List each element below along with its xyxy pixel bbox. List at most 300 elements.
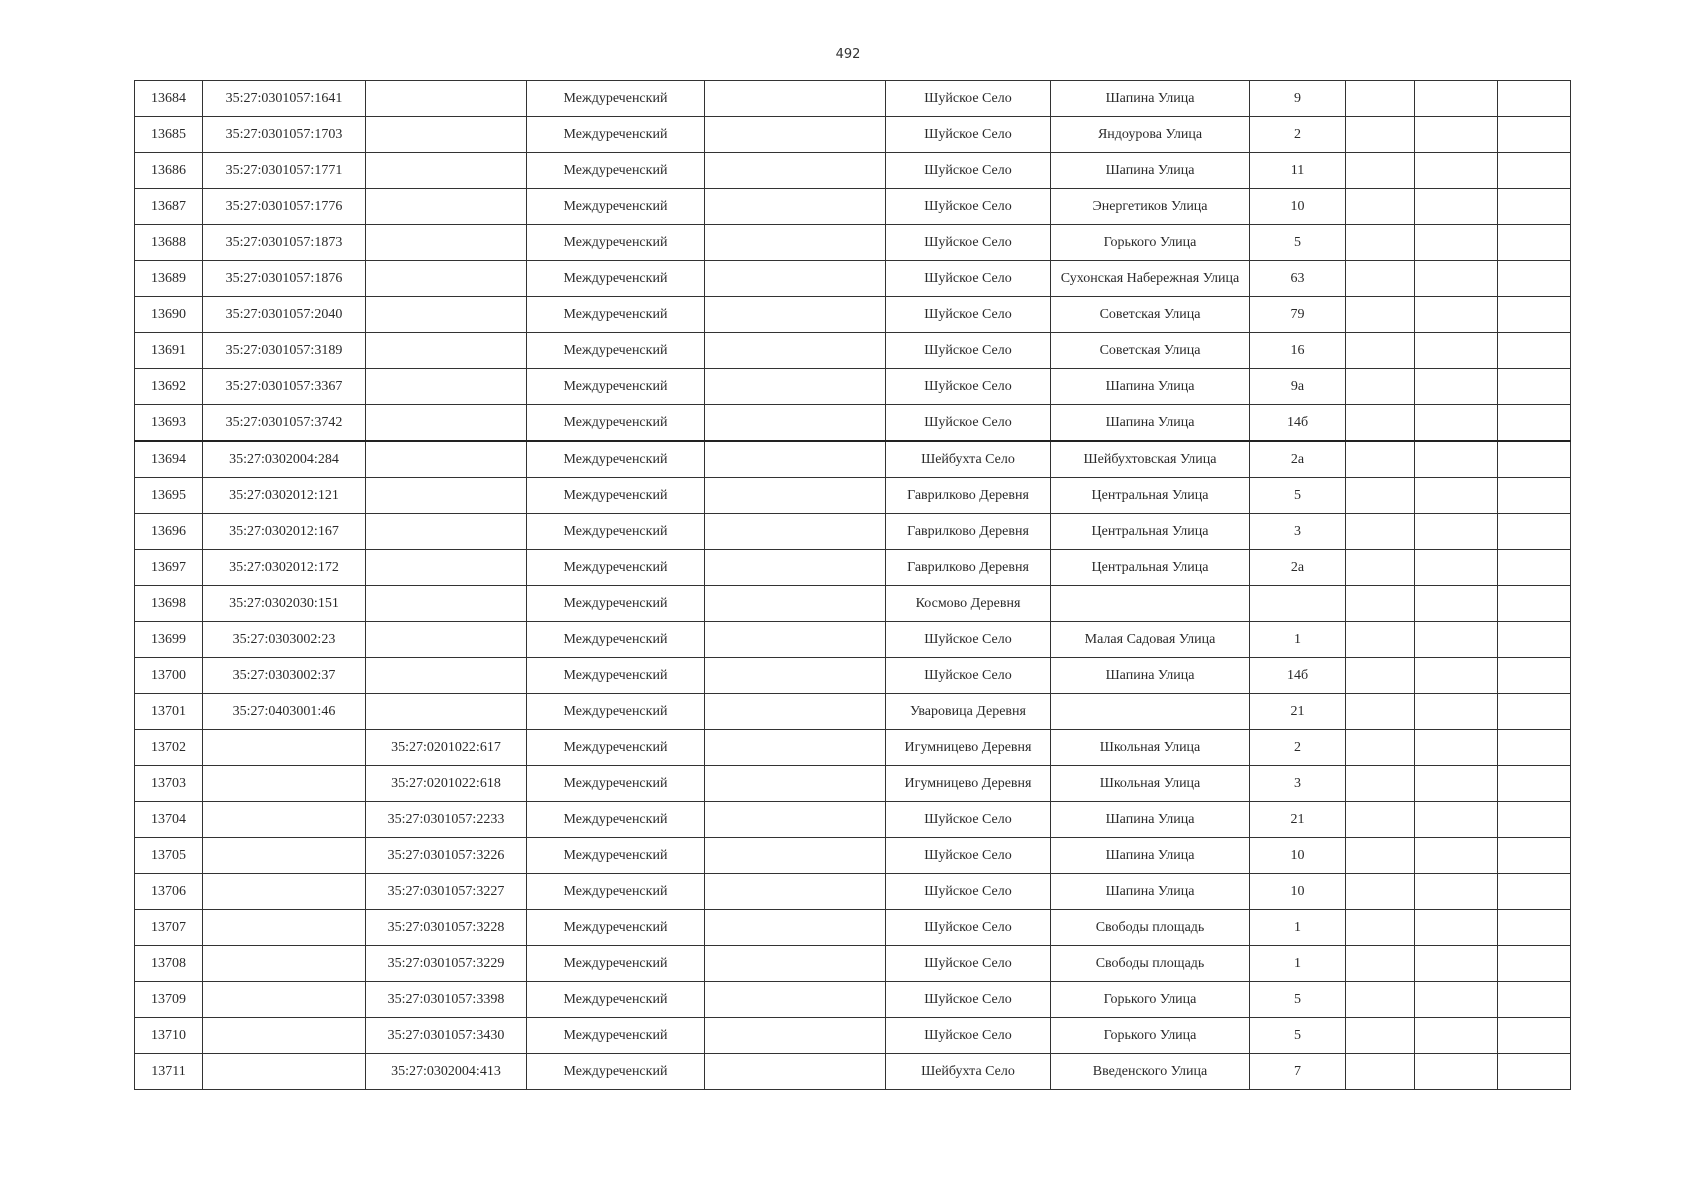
empty-cell xyxy=(1346,658,1415,694)
district-cell: Междуреченский xyxy=(527,81,705,117)
cadastral-number-alt-cell xyxy=(366,550,527,586)
table-row xyxy=(135,369,1571,405)
empty-cell xyxy=(1498,910,1571,946)
empty-cell xyxy=(1346,550,1415,586)
row-number-cell: 13693 xyxy=(135,405,203,442)
settlement-cell: Гаврилково Деревня xyxy=(886,514,1051,550)
cadastral-number-cell: 35:27:0301057:1641 xyxy=(203,81,366,117)
empty-cell xyxy=(705,550,886,586)
row-number-cell: 13708 xyxy=(135,946,203,982)
table-row xyxy=(135,874,1571,910)
table-row xyxy=(135,586,1571,622)
street-cell xyxy=(1051,586,1250,622)
street-cell: Центральная Улица xyxy=(1051,514,1250,550)
empty-cell xyxy=(1498,514,1571,550)
table-row xyxy=(135,1018,1571,1054)
empty-cell xyxy=(1415,189,1498,225)
empty-cell xyxy=(1498,586,1571,622)
cadastral-number-alt-cell: 35:27:0301057:3226 xyxy=(366,838,527,874)
empty-cell xyxy=(705,297,886,333)
empty-cell xyxy=(1346,982,1415,1018)
table-row xyxy=(135,550,1571,586)
settlement-cell: Шуйское Село xyxy=(886,946,1051,982)
empty-cell xyxy=(705,694,886,730)
settlement-cell: Шуйское Село xyxy=(886,117,1051,153)
house-number-cell: 79 xyxy=(1250,297,1346,333)
house-number-cell: 21 xyxy=(1250,802,1346,838)
table-row xyxy=(135,802,1571,838)
empty-cell xyxy=(1415,838,1498,874)
district-cell: Междуреченский xyxy=(527,622,705,658)
cadastral-number-alt-cell: 35:27:0301057:3430 xyxy=(366,1018,527,1054)
empty-cell xyxy=(1415,225,1498,261)
empty-cell xyxy=(705,441,886,478)
row-number-cell: 13703 xyxy=(135,766,203,802)
row-number-cell: 13689 xyxy=(135,261,203,297)
empty-cell xyxy=(1415,874,1498,910)
empty-cell xyxy=(1498,766,1571,802)
cadastral-number-cell: 35:27:0303002:23 xyxy=(203,622,366,658)
empty-cell xyxy=(705,802,886,838)
empty-cell xyxy=(705,658,886,694)
row-number-cell: 13710 xyxy=(135,1018,203,1054)
empty-cell xyxy=(1346,441,1415,478)
empty-cell xyxy=(1415,405,1498,442)
table-body xyxy=(135,81,1571,1090)
street-cell: Сухонская Набережная Улица xyxy=(1051,261,1250,297)
table-row xyxy=(135,225,1571,261)
cadastral-number-cell xyxy=(203,802,366,838)
settlement-cell: Шуйское Село xyxy=(886,261,1051,297)
district-cell: Междуреченский xyxy=(527,658,705,694)
cadastral-number-cell: 35:27:0301057:3742 xyxy=(203,405,366,442)
table-row xyxy=(135,982,1571,1018)
empty-cell xyxy=(1346,694,1415,730)
row-number-cell: 13690 xyxy=(135,297,203,333)
cadastral-number-cell: 35:27:0301057:3367 xyxy=(203,369,366,405)
settlement-cell: Шуйское Село xyxy=(886,225,1051,261)
cadastral-number-alt-cell xyxy=(366,369,527,405)
street-cell: Шапина Улица xyxy=(1051,369,1250,405)
row-number-cell: 13691 xyxy=(135,333,203,369)
page-number: 492 xyxy=(835,47,861,62)
settlement-cell: Шуйское Село xyxy=(886,405,1051,442)
cadastral-number-alt-cell: 35:27:0301057:3398 xyxy=(366,982,527,1018)
settlement-cell: Шуйское Село xyxy=(886,874,1051,910)
empty-cell xyxy=(1415,478,1498,514)
street-cell: Энергетиков Улица xyxy=(1051,189,1250,225)
row-number-cell: 13687 xyxy=(135,189,203,225)
empty-cell xyxy=(1498,730,1571,766)
district-cell: Междуреченский xyxy=(527,297,705,333)
settlement-cell: Шуйское Село xyxy=(886,189,1051,225)
settlement-cell: Гаврилково Деревня xyxy=(886,550,1051,586)
empty-cell xyxy=(1498,81,1571,117)
house-number-cell: 10 xyxy=(1250,838,1346,874)
cadastral-number-cell xyxy=(203,1018,366,1054)
settlement-cell: Игумницево Деревня xyxy=(886,766,1051,802)
empty-cell xyxy=(1415,586,1498,622)
row-number-cell: 13694 xyxy=(135,441,203,478)
settlement-cell: Шуйское Село xyxy=(886,369,1051,405)
empty-cell xyxy=(1346,117,1415,153)
street-cell: Шапина Улица xyxy=(1051,153,1250,189)
empty-cell xyxy=(705,514,886,550)
district-cell: Междуреченский xyxy=(527,189,705,225)
empty-cell xyxy=(1346,874,1415,910)
empty-cell xyxy=(1415,514,1498,550)
empty-cell xyxy=(1498,1054,1571,1090)
empty-cell xyxy=(1346,838,1415,874)
street-cell: Яндоурова Улица xyxy=(1051,117,1250,153)
empty-cell xyxy=(705,838,886,874)
empty-cell xyxy=(1415,910,1498,946)
empty-cell xyxy=(705,261,886,297)
row-number-cell: 13699 xyxy=(135,622,203,658)
table-row xyxy=(135,189,1571,225)
empty-cell xyxy=(1346,1054,1415,1090)
house-number-cell: 5 xyxy=(1250,982,1346,1018)
empty-cell xyxy=(1415,694,1498,730)
row-number-cell: 13700 xyxy=(135,658,203,694)
house-number-cell: 14б xyxy=(1250,405,1346,442)
street-cell: Шапина Улица xyxy=(1051,81,1250,117)
settlement-cell: Шуйское Село xyxy=(886,1018,1051,1054)
district-cell: Междуреченский xyxy=(527,1054,705,1090)
empty-cell xyxy=(1498,982,1571,1018)
table-row xyxy=(135,946,1571,982)
empty-cell xyxy=(1346,153,1415,189)
cadastral-number-alt-cell xyxy=(366,117,527,153)
street-cell: Горького Улица xyxy=(1051,1018,1250,1054)
district-cell: Междуреченский xyxy=(527,405,705,442)
district-cell: Междуреченский xyxy=(527,333,705,369)
empty-cell xyxy=(1498,658,1571,694)
empty-cell xyxy=(1415,441,1498,478)
street-cell xyxy=(1051,694,1250,730)
cadastral-number-cell: 35:27:0301057:1873 xyxy=(203,225,366,261)
table-row xyxy=(135,333,1571,369)
street-cell: Шапина Улица xyxy=(1051,658,1250,694)
settlement-cell: Шуйское Село xyxy=(886,838,1051,874)
empty-cell xyxy=(1498,802,1571,838)
empty-cell xyxy=(705,730,886,766)
empty-cell xyxy=(1415,261,1498,297)
cadastral-number-cell: 35:27:0302012:172 xyxy=(203,550,366,586)
empty-cell xyxy=(1415,658,1498,694)
cadastral-number-alt-cell xyxy=(366,658,527,694)
cadastral-number-cell xyxy=(203,1054,366,1090)
street-cell: Школьная Улица xyxy=(1051,730,1250,766)
settlement-cell: Гаврилково Деревня xyxy=(886,478,1051,514)
row-number-cell: 13701 xyxy=(135,694,203,730)
house-number-cell: 11 xyxy=(1250,153,1346,189)
cadastral-number-cell: 35:27:0302012:167 xyxy=(203,514,366,550)
cadastral-number-alt-cell: 35:27:0302004:413 xyxy=(366,1054,527,1090)
street-cell: Шапина Улица xyxy=(1051,874,1250,910)
empty-cell xyxy=(705,586,886,622)
district-cell: Междуреченский xyxy=(527,225,705,261)
cadastral-number-cell xyxy=(203,730,366,766)
row-number-cell: 13697 xyxy=(135,550,203,586)
cadastral-number-alt-cell xyxy=(366,622,527,658)
empty-cell xyxy=(705,189,886,225)
empty-cell xyxy=(1498,550,1571,586)
empty-cell xyxy=(1346,802,1415,838)
table-row xyxy=(135,910,1571,946)
empty-cell xyxy=(1346,910,1415,946)
empty-cell xyxy=(1415,802,1498,838)
cadastral-number-alt-cell: 35:27:0301057:3228 xyxy=(366,910,527,946)
empty-cell xyxy=(1346,730,1415,766)
district-cell: Междуреченский xyxy=(527,910,705,946)
street-cell: Советская Улица xyxy=(1051,297,1250,333)
empty-cell xyxy=(1346,946,1415,982)
empty-cell xyxy=(1346,225,1415,261)
row-number-cell: 13688 xyxy=(135,225,203,261)
empty-cell xyxy=(1415,81,1498,117)
street-cell: Горького Улица xyxy=(1051,982,1250,1018)
street-cell: Горького Улица xyxy=(1051,225,1250,261)
row-number-cell: 13696 xyxy=(135,514,203,550)
street-cell: Свободы площадь xyxy=(1051,910,1250,946)
empty-cell xyxy=(1498,153,1571,189)
empty-cell xyxy=(1346,261,1415,297)
cadastral-number-alt-cell xyxy=(366,297,527,333)
cadastral-number-cell xyxy=(203,946,366,982)
empty-cell xyxy=(1498,297,1571,333)
empty-cell xyxy=(1346,189,1415,225)
empty-cell xyxy=(1415,766,1498,802)
settlement-cell: Шуйское Село xyxy=(886,333,1051,369)
house-number-cell xyxy=(1250,586,1346,622)
house-number-cell: 9 xyxy=(1250,81,1346,117)
empty-cell xyxy=(1346,81,1415,117)
street-cell: Шапина Улица xyxy=(1051,838,1250,874)
empty-cell xyxy=(1415,297,1498,333)
house-number-cell: 2 xyxy=(1250,117,1346,153)
table-row xyxy=(135,622,1571,658)
table-row xyxy=(135,1054,1571,1090)
house-number-cell: 3 xyxy=(1250,514,1346,550)
cadastral-number-alt-cell: 35:27:0201022:617 xyxy=(366,730,527,766)
house-number-cell: 21 xyxy=(1250,694,1346,730)
district-cell: Междуреченский xyxy=(527,550,705,586)
empty-cell xyxy=(1498,1018,1571,1054)
empty-cell xyxy=(1498,261,1571,297)
table-row xyxy=(135,153,1571,189)
empty-cell xyxy=(1498,117,1571,153)
street-cell: Свободы площадь xyxy=(1051,946,1250,982)
cadastral-number-alt-cell xyxy=(366,514,527,550)
house-number-cell: 2а xyxy=(1250,550,1346,586)
row-number-cell: 13684 xyxy=(135,81,203,117)
house-number-cell: 1 xyxy=(1250,946,1346,982)
cadastral-number-alt-cell: 35:27:0201022:618 xyxy=(366,766,527,802)
empty-cell xyxy=(1415,1018,1498,1054)
cadastral-number-alt-cell xyxy=(366,441,527,478)
district-cell: Междуреченский xyxy=(527,730,705,766)
empty-cell xyxy=(1415,369,1498,405)
empty-cell xyxy=(1498,874,1571,910)
empty-cell xyxy=(1346,514,1415,550)
cadastral-number-alt-cell xyxy=(366,261,527,297)
district-cell: Междуреченский xyxy=(527,946,705,982)
cadastral-number-cell xyxy=(203,766,366,802)
empty-cell xyxy=(1415,946,1498,982)
empty-cell xyxy=(705,622,886,658)
empty-cell xyxy=(1498,405,1571,442)
row-number-cell: 13692 xyxy=(135,369,203,405)
street-cell: Центральная Улица xyxy=(1051,478,1250,514)
house-number-cell: 3 xyxy=(1250,766,1346,802)
table-row xyxy=(135,514,1571,550)
cadastral-number-cell: 35:27:0302004:284 xyxy=(203,441,366,478)
empty-cell xyxy=(1415,1054,1498,1090)
table-row xyxy=(135,838,1571,874)
district-cell: Междуреченский xyxy=(527,153,705,189)
district-cell: Междуреченский xyxy=(527,766,705,802)
row-number-cell: 13685 xyxy=(135,117,203,153)
table-row xyxy=(135,441,1571,478)
district-cell: Междуреченский xyxy=(527,261,705,297)
row-number-cell: 13709 xyxy=(135,982,203,1018)
district-cell: Междуреченский xyxy=(527,694,705,730)
empty-cell xyxy=(705,766,886,802)
cadastral-number-cell: 35:27:0302012:121 xyxy=(203,478,366,514)
settlement-cell: Шуйское Село xyxy=(886,910,1051,946)
house-number-cell: 1 xyxy=(1250,622,1346,658)
settlement-cell: Шуйское Село xyxy=(886,802,1051,838)
table-row xyxy=(135,766,1571,802)
street-cell: Школьная Улица xyxy=(1051,766,1250,802)
cadastral-number-cell xyxy=(203,874,366,910)
house-number-cell: 5 xyxy=(1250,478,1346,514)
house-number-cell: 63 xyxy=(1250,261,1346,297)
empty-cell xyxy=(705,1018,886,1054)
settlement-cell: Шуйское Село xyxy=(886,153,1051,189)
table-row xyxy=(135,117,1571,153)
district-cell: Междуреченский xyxy=(527,982,705,1018)
settlement-cell: Шуйское Село xyxy=(886,81,1051,117)
street-cell: Шапина Улица xyxy=(1051,405,1250,442)
house-number-cell: 2а xyxy=(1250,441,1346,478)
house-number-cell: 5 xyxy=(1250,225,1346,261)
house-number-cell: 7 xyxy=(1250,1054,1346,1090)
cadastral-number-cell: 35:27:0302030:151 xyxy=(203,586,366,622)
house-number-cell: 10 xyxy=(1250,874,1346,910)
empty-cell xyxy=(1498,622,1571,658)
empty-cell xyxy=(1415,730,1498,766)
settlement-cell: Шуйское Село xyxy=(886,982,1051,1018)
table-row xyxy=(135,730,1571,766)
cadastral-number-alt-cell xyxy=(366,81,527,117)
empty-cell xyxy=(1346,333,1415,369)
empty-cell xyxy=(1346,1018,1415,1054)
cadastral-number-cell xyxy=(203,838,366,874)
empty-cell xyxy=(1498,838,1571,874)
cadastral-number-alt-cell xyxy=(366,153,527,189)
cadastral-number-alt-cell xyxy=(366,405,527,442)
settlement-cell: Шуйское Село xyxy=(886,658,1051,694)
district-cell: Междуреченский xyxy=(527,586,705,622)
empty-cell xyxy=(1498,478,1571,514)
empty-cell xyxy=(1346,478,1415,514)
table-row xyxy=(135,658,1571,694)
empty-cell xyxy=(1346,622,1415,658)
empty-cell xyxy=(1415,622,1498,658)
empty-cell xyxy=(1498,333,1571,369)
settlement-cell: Уваровица Деревня xyxy=(886,694,1051,730)
district-cell: Междуреченский xyxy=(527,117,705,153)
row-number-cell: 13705 xyxy=(135,838,203,874)
empty-cell xyxy=(1415,117,1498,153)
street-cell: Шапина Улица xyxy=(1051,802,1250,838)
empty-cell xyxy=(705,369,886,405)
row-number-cell: 13711 xyxy=(135,1054,203,1090)
empty-cell xyxy=(1415,333,1498,369)
row-number-cell: 13702 xyxy=(135,730,203,766)
empty-cell xyxy=(705,333,886,369)
empty-cell xyxy=(1498,189,1571,225)
cadastral-number-cell xyxy=(203,982,366,1018)
street-cell: Центральная Улица xyxy=(1051,550,1250,586)
table-row xyxy=(135,81,1571,117)
empty-cell xyxy=(705,478,886,514)
cadastral-number-alt-cell xyxy=(366,225,527,261)
empty-cell xyxy=(1498,694,1571,730)
house-number-cell: 2 xyxy=(1250,730,1346,766)
street-cell: Малая Садовая Улица xyxy=(1051,622,1250,658)
house-number-cell: 14б xyxy=(1250,658,1346,694)
empty-cell xyxy=(705,910,886,946)
empty-cell xyxy=(1346,766,1415,802)
district-cell: Междуреченский xyxy=(527,514,705,550)
district-cell: Междуреченский xyxy=(527,838,705,874)
street-cell: Введенского Улица xyxy=(1051,1054,1250,1090)
settlement-cell: Шуйское Село xyxy=(886,297,1051,333)
cadastral-number-cell: 35:27:0301057:1776 xyxy=(203,189,366,225)
cadastral-number-alt-cell: 35:27:0301057:3229 xyxy=(366,946,527,982)
row-number-cell: 13695 xyxy=(135,478,203,514)
cadastral-number-alt-cell xyxy=(366,333,527,369)
empty-cell xyxy=(705,117,886,153)
row-number-cell: 13706 xyxy=(135,874,203,910)
cadastral-number-cell: 35:27:0301057:1876 xyxy=(203,261,366,297)
row-number-cell: 13707 xyxy=(135,910,203,946)
cadastral-number-cell xyxy=(203,910,366,946)
empty-cell xyxy=(705,946,886,982)
registry-table xyxy=(134,80,1571,1090)
house-number-cell: 10 xyxy=(1250,189,1346,225)
empty-cell xyxy=(705,153,886,189)
empty-cell xyxy=(705,1054,886,1090)
street-cell: Советская Улица xyxy=(1051,333,1250,369)
empty-cell xyxy=(1498,441,1571,478)
house-number-cell: 1 xyxy=(1250,910,1346,946)
empty-cell xyxy=(1498,369,1571,405)
settlement-cell: Шейбухта Село xyxy=(886,441,1051,478)
district-cell: Междуреченский xyxy=(527,874,705,910)
cadastral-number-cell: 35:27:0303002:37 xyxy=(203,658,366,694)
empty-cell xyxy=(705,405,886,442)
empty-cell xyxy=(705,874,886,910)
district-cell: Междуреченский xyxy=(527,1018,705,1054)
empty-cell xyxy=(705,982,886,1018)
table-row xyxy=(135,405,1571,442)
settlement-cell: Игумницево Деревня xyxy=(886,730,1051,766)
district-cell: Междуреченский xyxy=(527,369,705,405)
